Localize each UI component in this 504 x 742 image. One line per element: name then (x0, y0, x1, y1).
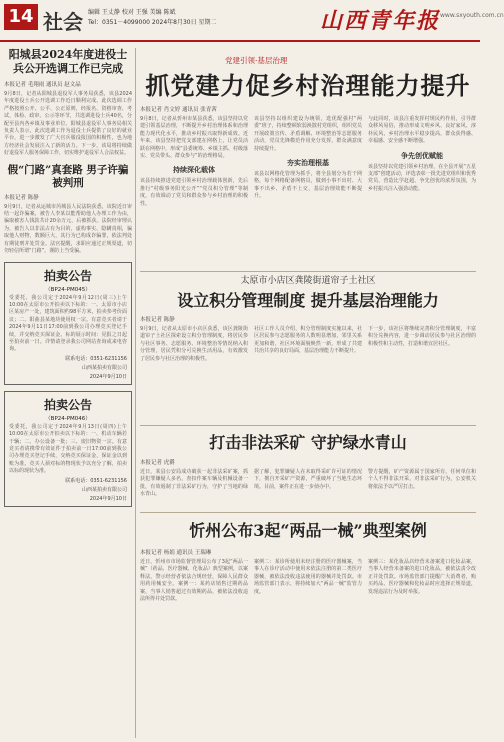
article-paragraph: 9月9日，记者从太原市小店区获悉，该区龚陵街道帘子土社区探索设立积分管理制度，将居民参与社区事务、志愿服务、环境整治等情况纳入积分管理，居民凭积分可兑换生活用品，有效激发了居民参与社区治理的积极性。 (140, 326, 248, 362)
article-column (368, 469, 476, 499)
main-kicker: 党建引领·基层治理 (225, 56, 288, 65)
article-divider (140, 271, 476, 272)
article-body: 9月8日，记者从阳城县退役军人事务局获悉，该县2024年度进役士兵公开选调工作近日顺利完成。此次选调工作严格按照公开、公平、公正原则，经报名、资格审查、考试、体检、政审、公示等环节，共选调进役士兵40名，分配至县内各乡镇及事业单位。阳城县退役军人事务局相关负责人表示，此次选调工作为退役士兵提供了良好的就业平台，进一步激发了广大官兵服役报国的积极性，也为地方经济社会发展注入了新的活力。下一步，该局将持续做好退役军人服务保障工作，切实维护退役军人合法权益。 (4, 91, 132, 157)
article-fraud (4, 164, 132, 256)
logo-url: www.sxyouth.com.cn (440, 12, 504, 19)
notice-body: 受委托，我公司定于2024年9月12日(周三)上午10:00在太原市公开拍卖以下标的：一、太原市小店区某房产一处，建筑面积约98平方米，拍卖参考价面议；二、阳曲县某地块使用权一宗。有意竞买者请于2024年9月11日17:00前到我公司办理竞买登记手续，并交纳竞买保证金。标的展示时间：见报之日起至拍卖前一日。详情请登录我公司网站查询或来电咨询。 (9, 294, 127, 353)
article-column (368, 326, 476, 363)
article-column (140, 326, 248, 363)
article-paragraph: 与此同时，该县注重发挥村规民约作用，引导群众移风易俗，推动形成文明乡风、良好家风、淳朴民风，乡村治理水平稳步提高，群众获得感、幸福感、安全感不断增强。 (368, 116, 476, 145)
article-divider (140, 425, 476, 426)
article-paragraph: 案例三：某化妆品店经营未备案进口化妆品案，当事人经营未备案的进口化妆品，被依法责令改正并处罚款。市场监管部门提醒广大消费者，购买药品、医疗器械和化妆品时应选择正规渠道，发现违法行为及时举报。 (368, 559, 476, 595)
article-column (368, 559, 476, 603)
article-subhead: 夯实治理根基 (287, 159, 329, 168)
article-divider (140, 512, 476, 513)
notice-company: 山西某拍卖有限公司 (81, 486, 127, 493)
newspaper-logo: 山西青年报 (320, 8, 441, 34)
article-subhead: 争先创优赋能 (401, 151, 443, 160)
editor-credits: 编辑 王丈静 校对 王强 美编 陈斌 (88, 9, 176, 16)
article-paragraph: 该县坚持以党建引领乡村治理，在全县开展“五星支部”创建活动，评选表彰一批先进党组织和优秀党员，营造比学赶超、争先创优的浓厚氛围，为乡村振兴注入强劲动能。 (368, 163, 476, 192)
notice-title: 拍卖公告 (43, 268, 92, 283)
notice-body: 受委托，我公司定于2024年9月13日(周四)上午10:00在太原市公开拍卖以下标的：一、机动车辆若干辆；二、办公设备一批；三、废旧物资一宗。有意竞买者请携带有效证件于拍卖前一日17:00前到我公司办理竞买登记手续，交纳竞买保证金，保证金以到账为准。竞买人须对标的物现状予以充分了解，拍卖以标的现状为准。 (9, 423, 127, 475)
article-byline: 本报记者 毛翔雨 通讯员 赵文晶 (4, 82, 81, 88)
article-column (140, 116, 248, 208)
article-illegal-mining (140, 456, 476, 508)
main-headline: 抓党建力促乡村治理能力提升 (145, 71, 471, 100)
page-number: 14 (4, 4, 38, 30)
contact-date: Tel：0351－4099000 2024年8月30日 星期二 (88, 19, 217, 26)
article-paragraph: 近日，某县公安局成功破获一起非法采矿案，抓获犯罪嫌疑人多名，查扣作案车辆及机械设备一批，有效遏制了非法采矿行为，守护了当地的绿水青山。 (140, 469, 248, 498)
page-header (0, 0, 504, 42)
notice-contact: 联系电话：0351-6231156 (65, 477, 127, 484)
left-column (4, 48, 132, 738)
article-headline: 阳城县2024年度进役士兵公开选调工作已完成 (8, 48, 128, 75)
article-byline: 本报记者 肖文婷 通讯员 张青茜 (140, 107, 217, 113)
column-divider (135, 48, 136, 738)
article-headline: 假“门路”真套路 男子许骗被判刑 (7, 163, 129, 189)
article-paragraph: 9月8日，记者从忻州市某县获悉，该县坚持以党建引领基层治理，不断提升乡村治理体系和治理能力现代化水平，推动乡村振兴取得新成效。近年来，该县坚持把党支部建在网格上，让党员活跃在网格中，形成“县委统筹、乡镇主抓、村级落实、党员带头、群众参与”的治理格局。 (140, 116, 248, 160)
section-title: 社会 (43, 10, 83, 34)
article2-headline: 设立积分管理制度 提升基层治理能力 (177, 291, 439, 310)
article-byline: 本报记者 陈静 (140, 317, 175, 323)
article-columns (140, 116, 476, 208)
article-column (254, 116, 362, 208)
auction-notice-2 (4, 391, 132, 507)
article-points-system (140, 313, 476, 423)
article-byline: 本报记者 杨娟 通讯员 王瑞琳 (140, 550, 212, 556)
article-conscripts (4, 48, 132, 158)
article-columns (140, 559, 476, 603)
article-body: 9月9日，记者从运城市芮城县人民法院获悉，该院近日审结一起诈骗案，被告人李某以能帮助他人办理工作为由，骗取被害人钱款共计20余万元，后被抓获。法院经审理认为，被告人以非法占有为目的，虚构事实、隐瞒真相，骗取他人财物，数额巨大，其行为已构成诈骗罪，依法判处有期徒刑并处罚金。法官提醒，求职应通过正规渠道，切勿轻信所谓“门路”，谨防上当受骗。 (4, 203, 132, 255)
article-paragraph: 据了解，犯罪嫌疑人在未取得采矿许可证的情况下，擅自开采矿产资源，严重破坏了当地生态环境。目前，案件正在进一步侦办中。 (254, 469, 362, 490)
article-paragraph: 警方提醒，矿产资源属于国家所有，任何单位和个人不得非法开采，对非法采矿行为，公安机关将依法予以严厉打击。 (368, 469, 476, 490)
article-column (368, 116, 476, 208)
auction-notice-1 (4, 262, 132, 385)
article-paragraph: 近日，忻州市市场监督管理局公布了3起“两品一械”（药品、医疗器械、化妆品）典型案例，以案释法，警示经营者依法合规经营，保障人民群众用药用械安全。案例一：某药店销售过期药品案，当事人销售超过有效期药品，被依法没收违法所得并处罚款。 (140, 559, 248, 603)
article-columns (140, 326, 476, 363)
main-article (140, 103, 476, 271)
article-subhead: 持续深化载体 (173, 166, 215, 175)
article-column (254, 559, 362, 603)
article-typical-cases (140, 546, 476, 738)
article4-headline: 忻州公布3起“两品一械”典型案例 (189, 521, 427, 540)
article-paragraph: 案例二：某诊所使用未经注册的医疗器械案，当事人在诊疗活动中使用未依法注册的第二类医疗器械，被依法没收违法使用的器械并处罚款。市场监管部门表示，将持续加大“两品一械”监管力度。 (254, 559, 362, 595)
article-paragraph: 社区工作人员介绍，积分管理制度实施以来，社区居民参与志愿服务的人数明显增加，邻里关系更加和谐，社区环境面貌焕然一新，形成了共建共治共享的良好局面，基层治理能力不断提升。 (254, 326, 362, 355)
article-column (140, 559, 248, 603)
article2-kicker: 太原市小店区龚陵街道帘子土社区 (240, 276, 376, 286)
notice-code: （BP24-PM045） (45, 286, 91, 293)
article-column (254, 326, 362, 363)
article-column (140, 469, 248, 499)
article-columns (140, 469, 476, 499)
notice-date: 2024年9月10日 (89, 495, 127, 502)
article-paragraph: 下一步，该社区将继续完善积分管理制度，丰富积分兑换内容，进一步调动居民参与社区治理的积极性和主动性，打造和谐宜居社区。 (368, 326, 476, 347)
article-paragraph: 该县以网格化管理为抓手，将全县划分为若干网格，每个网格配备网格员，做到小事不出村、大事不出乡、矛盾不上交，基层治理效能不断提升。 (254, 171, 362, 200)
notice-title: 拍卖公告 (43, 397, 92, 412)
notice-date: 2024年9月10日 (89, 373, 127, 380)
article-paragraph: 该县坚持以组织建设为统领，选优配强村“两委”班子，持续整顿软弱涣散村党组织，组织党员开展政策宣传、矛盾调解、环境整治等志愿服务活动，党员先锋模范作用充分发挥，群众满意度持续提升。 (254, 116, 362, 152)
article-column (254, 469, 362, 499)
article-paragraph: 该县持续推进党建引领乡村治理载体创新，先后推行“村级事务阳光公开”“党员积分管理”等制度，有效调动了党员和群众参与乡村治理的积极性。 (140, 178, 248, 207)
notice-code: （BP24-PM046） (45, 415, 91, 422)
article-byline: 本报记者 陈静 (4, 194, 39, 201)
article3-headline: 打击非法采矿 守护绿水青山 (209, 433, 407, 452)
article-byline: 本报记者 虎爵 (140, 460, 175, 466)
notice-company: 山西某拍卖有限公司 (81, 364, 127, 371)
notice-contact: 联系电话：0351-6231156 (65, 355, 127, 362)
